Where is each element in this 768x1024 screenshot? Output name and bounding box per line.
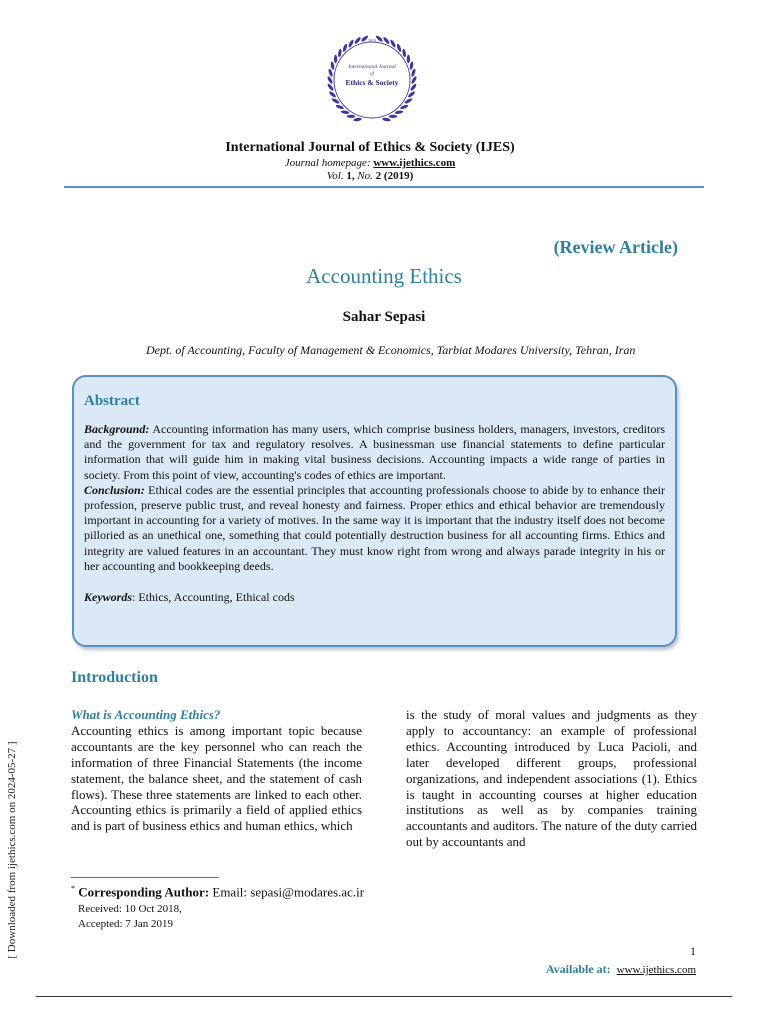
footnote-divider (71, 877, 219, 878)
journal-homepage (0, 157, 740, 169)
section-heading-introduction: Introduction (71, 669, 158, 686)
laurel-leaf (353, 117, 362, 122)
homepage-label: Journal homepage: (284, 157, 371, 169)
laurel-leaf (395, 110, 404, 115)
laurel-leaf (337, 49, 342, 58)
logo-line1: International Journal (348, 64, 396, 70)
laurel-leaf (375, 35, 383, 43)
author-name: Sahar Sepasi (342, 309, 426, 325)
received-date: Received: 10 Oct 2018, (78, 903, 182, 915)
author-affiliation: Dept. of Accounting, Faculty of Management & Economics, Tarbiat Modares University, Tehran, Iran (146, 343, 636, 357)
laurel-leaf (341, 110, 350, 115)
volume-info (0, 170, 740, 182)
laurel-leaf (409, 83, 417, 91)
abstract-background (84, 422, 665, 483)
corresponding-author (71, 884, 364, 900)
body-text-right: is the study of moral values and judgments as they apply to accountancy: an example of professional ethics. Accounting introduced by Luca Pacioli, and later developed different groups, professional organizations, and independent associations (1). Ethics is taught in accounting courses at higher education institutions as well as by companies training accountants and auditors. The nature of the duty carried out by accountants and (406, 707, 697, 850)
keywords (84, 590, 665, 605)
journal-logo (320, 30, 424, 130)
corresponding-email[interactable]: Email: sepasi@modares.ac.ir (209, 884, 365, 900)
journal-title: International Journal of Ethics & Society (IJES) (225, 140, 515, 155)
laurel-leaf (382, 117, 391, 122)
laurel-wreath-icon (320, 30, 424, 130)
logo-line2: of (370, 72, 374, 77)
available-label: Available at: (545, 962, 611, 976)
body-text-left: Accounting ethics is among important topic because accountants are the key personnel who can reach the information of three Financial Statements (the income statement, the balance sheet, and the statement of cash flows). These three statements are linked to each other. Accounting ethics is primarily a field of applied ethics and is part of business ethics and human ethics, which (71, 722, 362, 834)
subsection-heading: What is Accounting Ethics? (71, 707, 221, 722)
page-number: 1 (690, 944, 696, 958)
accepted-date: Accepted: 7 Jan 2019 (78, 918, 173, 930)
abstract-conclusion (84, 483, 665, 574)
footer-divider (36, 996, 732, 997)
background-text: Accounting information has many users, which comprise business holders, managers, investors, creditors and the government for tax and regulatory resolves. A businessman use financial statements to define particular information that will guide him in making vital business decisions. Accounting impacts a wide range of parties in society. From this point of view, accounting's codes of ethics are important. (84, 422, 665, 482)
logo-year: 2019 (368, 38, 376, 43)
homepage-link[interactable]: www.ijethics.com (373, 157, 456, 169)
laurel-leaf (389, 115, 397, 118)
corresponding-label: Corresponding Author: (78, 884, 210, 900)
background-label: Background: (84, 422, 150, 436)
footer-link[interactable]: www.ijethics.com (616, 964, 696, 976)
available-at (546, 962, 696, 977)
laurel-leaf (327, 76, 334, 85)
laurel-leaf (411, 76, 418, 85)
laurel-leaf (330, 61, 335, 70)
laurel-leaf (327, 83, 335, 91)
abstract-heading: Abstract (84, 393, 140, 409)
body-column-right (406, 707, 697, 850)
logo-line3: Ethics & Society (345, 78, 399, 87)
article-title: Accounting Ethics (306, 264, 462, 288)
issue-number: 2 (2019) (375, 170, 414, 182)
laurel-leaf (334, 55, 337, 63)
keywords-text: : Ethics, Accounting, Ethical cods (132, 590, 295, 605)
abstract-box (72, 375, 677, 647)
body-column-left (71, 707, 362, 834)
laurel-leaf (347, 115, 355, 118)
laurel-leaf (409, 61, 414, 70)
article-type: (Review Article) (553, 237, 678, 257)
vol-label: Vol. (326, 170, 344, 182)
download-watermark-text: [ Downloaded from ijethics.com on 2024-05-27 ] (6, 741, 18, 959)
vol-number: 1, (346, 170, 355, 182)
no-label: No. (357, 170, 373, 182)
header-divider (64, 186, 704, 188)
laurel-leaf (407, 55, 410, 63)
laurel-leaf (402, 49, 407, 58)
conclusion-text: Ethical codes are the essential principles that accounting professionals choose to abide by to enhance their profession, preserve public trust, and reveal honesty and fairness. Proper ethics and ethical behavior are tremendously important in accounting for a variety of motives. In the same way it is important that the industry itself does not become pilloried as an unethical one, something that could potentially destruction business for all accounting firms. Ethics and integrity are valued features in an accountant. They must know right from wrong and always parade integrity in his or her accounting and bookkeeping deeds. (84, 482, 665, 573)
keywords-label: Keywords (84, 590, 132, 605)
conclusion-label: Conclusion: (84, 482, 145, 497)
footnote-marker: * (71, 884, 75, 893)
